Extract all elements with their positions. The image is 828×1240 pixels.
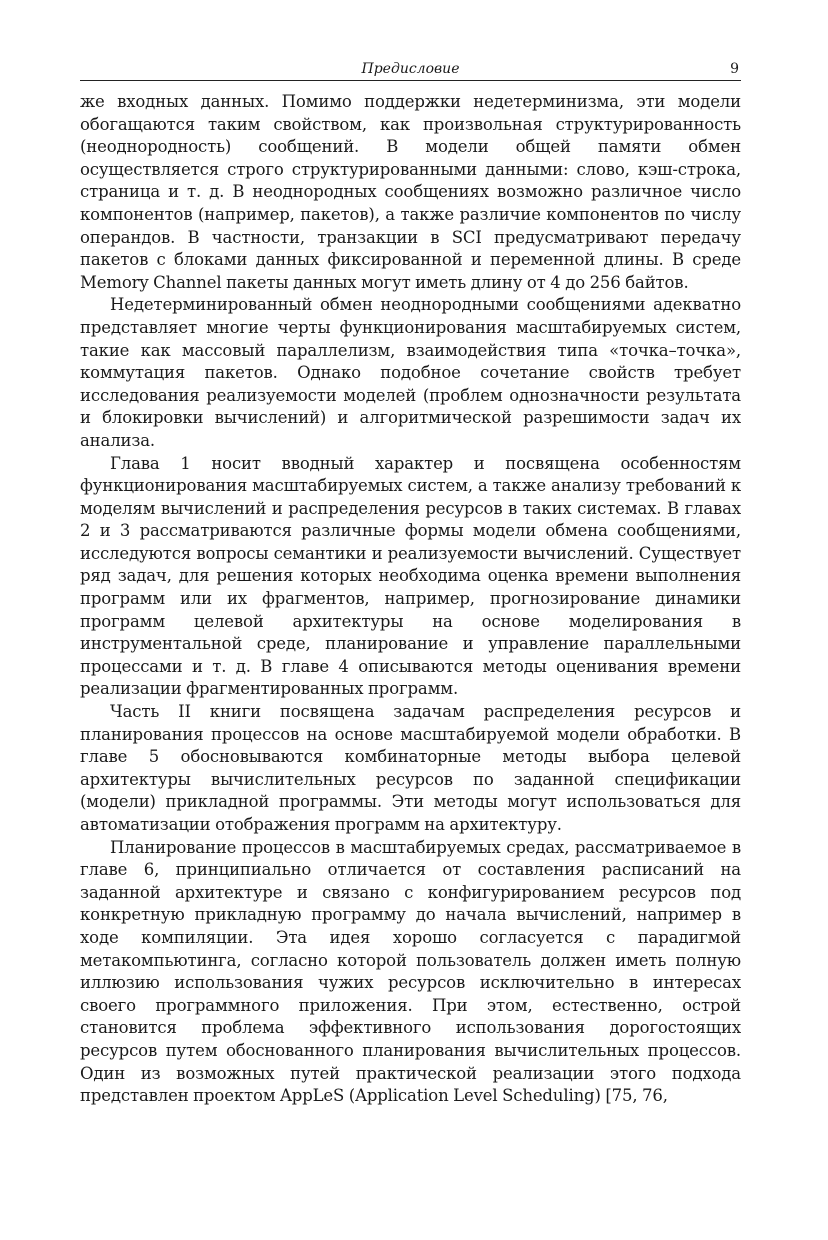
page-number: 9 xyxy=(730,61,739,77)
running-header xyxy=(80,58,741,81)
paragraph: Часть II книги посвящена задачам распределения ресурсов и планирования процессов на основе масштабируемой модели обработки. В главе 5 обосновываются комбинаторные методы выбора целевой архитектуры вычислительных ресурсов по заданной спецификации (модели) прикладной программы. Эти методы могут использоваться для автоматизации отображения программ на архитектуру. xyxy=(80,702,741,834)
book-page xyxy=(80,58,741,1108)
paragraph: Недетерминированный обмен неоднородными сообщениями адекватно представляет многие черты функционирования масштабируемых систем, такие как массовый параллелизм, взаимодействия типа «точка–точка», коммутация пакетов. Однако подобное сочетание свойств требует исследования реализуемости моделей (проблем однозначности результата и блокировки вычислений) и алгоритмической разрешимости задач их анализа. xyxy=(80,295,741,450)
paragraph: Планирование процессов в масштабируемых средах, рассматриваемое в главе 6, принципиально отличается от составления расписаний на заданной архитектуре и связано с конфигурированием ресурсов под конкретную прикладную программу до начала вычислений, например в ходе компиляции. Эта идея хорошо согласуется с парадигмой метакомпьютинга, согласно которой пользователь должен иметь полную иллюзию использования чужих ресурсов исключительно в интересах своего программного приложения. При этом, естественно, острой становится проблема эффективного использования дорогостоящих ресурсов путем обоснованного планирования вычислительных процессов. Один из возможных путей практической реализации этого подхода представлен проектом AppLeS (Application Level Scheduling) [75, 76, xyxy=(80,837,741,1106)
body-text xyxy=(80,91,741,1108)
paragraph: Глава 1 носит вводный характер и посвящена особенностям функционирования масштабируемых систем, а также анализу требований к моделям вычислений и распределения ресурсов в таких системах. В главах 2 и 3 рассматриваются различные формы модели обмена сообщениями, исследуются вопросы семантики и реализуемости вычислений. Существует ряд задач, для решения которых необходима оценка времени выполнения программ или их фрагментов, например, прогнозирование динамики программ целевой архитектуры на основе моделирования в инструментальной среде, планирование и управление параллельными процессами и т. д. В главе 4 описываются методы оценивания времени реализации фрагментированных программ. xyxy=(80,453,741,699)
paragraph-continued: же входных данных. Помимо поддержки недетерминизма, эти модели обогащаются таким свойством, как произвольная структурированность (неоднородность) сообщений. В модели общей памяти обмен осуществляется строго структурированными данными: слово, кэш-строка, страница и т. д. В неоднородных сообщениях возможно различное число компонентов (например, пакетов), а также различие компонентов по числу операндов. В частности, транзакции в SCI предусматривают передачу пакетов с блоками данных фиксированной и переменной длины. В среде Memory Channel пакеты данных могут иметь длину от 4 до 256 байтов. xyxy=(80,92,741,292)
running-title: Предисловие xyxy=(361,61,460,77)
